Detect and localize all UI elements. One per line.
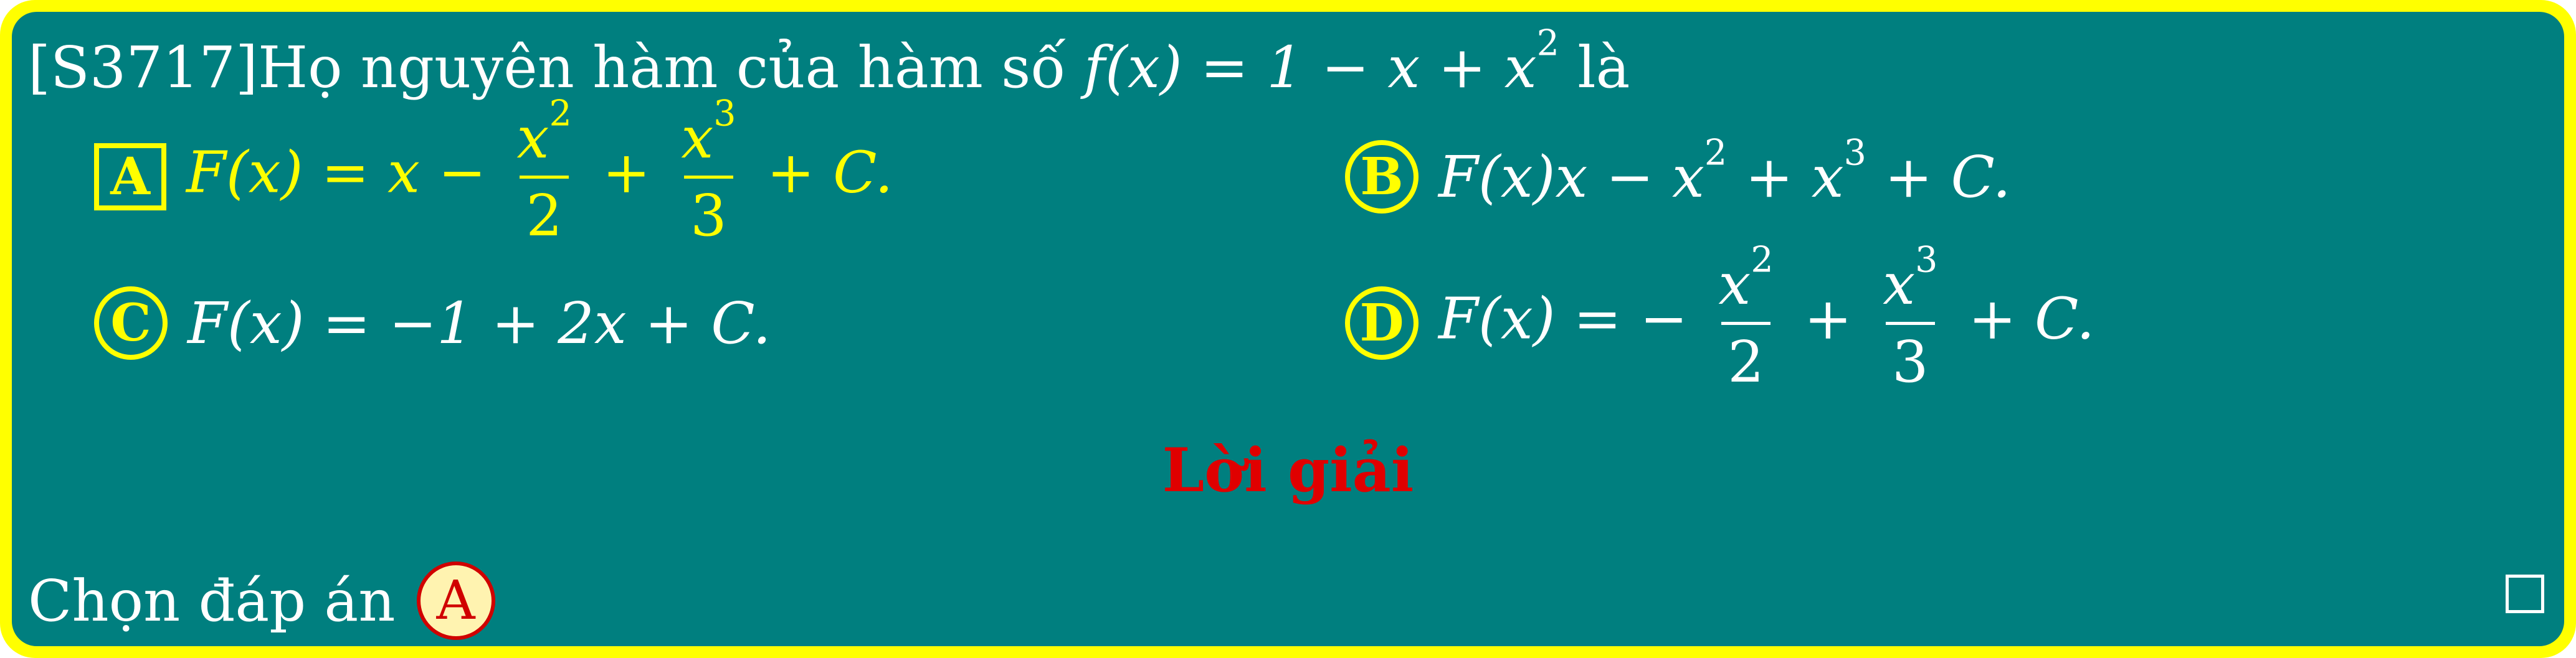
question-stem: Họ nguyên hàm của hàm số: [257, 34, 1066, 101]
question-function: $f(x) = 1 - x + x^2$: [1083, 22, 1559, 101]
option-b-formula: $F(x)x - x^2 + x^3 + C$.: [1438, 132, 2011, 210]
option-a-fraction-2: $\frac{x^3}{3}$: [681, 93, 736, 249]
answer-badge: A: [417, 562, 495, 640]
answer-line: [28, 557, 495, 644]
solution-title: Lời giải: [1162, 435, 1414, 505]
option-d-formula: F(x) = − $\frac{x^2}{2}$ + $\frac{x^3}{3}$ + C.: [1438, 239, 2095, 395]
option-b-marker[interactable]: B: [1345, 140, 1419, 214]
question-panel: [12, 12, 2564, 646]
option-d-marker[interactable]: D: [1345, 286, 1419, 360]
option-a[interactable]: [94, 93, 893, 261]
option-c-marker[interactable]: C: [94, 286, 168, 360]
option-a-marker[interactable]: A: [94, 143, 166, 210]
option-d-fraction-1: $\frac{x^2}{2}$: [1718, 239, 1774, 395]
option-c-formula: F(x) = −1 + 2x + C.: [188, 289, 771, 357]
option-c[interactable]: [94, 242, 771, 404]
option-a-fraction-1: $\frac{x^2}{2}$: [516, 93, 572, 249]
option-d[interactable]: [1345, 236, 2094, 410]
option-d-fraction-2: $\frac{x^3}{3}$: [1883, 239, 1938, 395]
done-checkbox[interactable]: [2506, 575, 2544, 613]
question-code: [S3717]: [28, 34, 258, 101]
question-tail: là: [1577, 34, 1630, 101]
answer-prefix: Chọn đáp án: [28, 567, 396, 634]
option-a-formula: F(x) = x − $\frac{x^2}{2}$ + $\frac{x^3}{3}$ + C.: [186, 93, 893, 249]
